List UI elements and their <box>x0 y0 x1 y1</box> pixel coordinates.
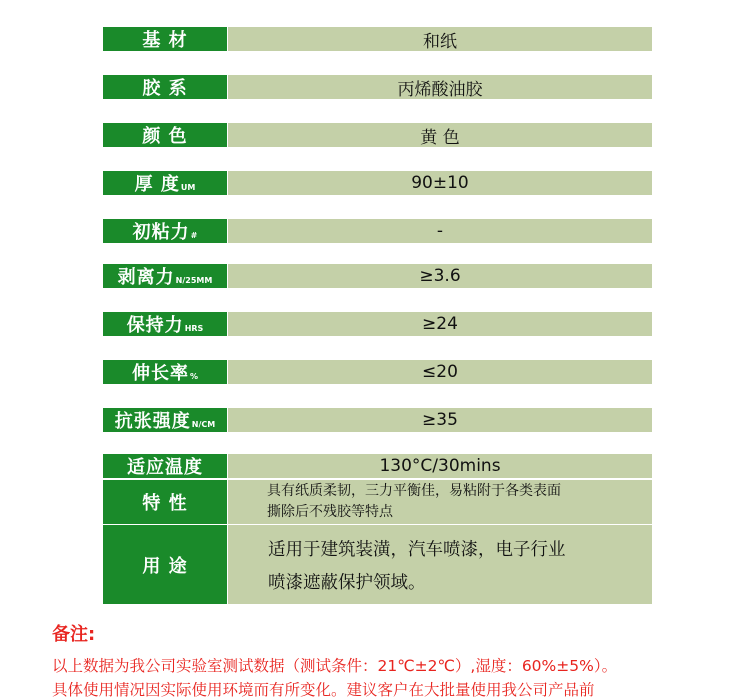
notes-line: 具体使用情况因实际使用环境而有所变化。建议客户在大批量使用我公司产品前 <box>52 681 595 699</box>
spec-value: - <box>228 219 652 243</box>
spec-label: 基 材 <box>103 27 227 51</box>
spec-unit: % <box>189 371 198 381</box>
spec-row-peel <box>103 264 652 288</box>
spec-unit: UM <box>180 182 196 192</box>
spec-label: 保持力 HRS <box>103 312 227 336</box>
notes-line: 以上数据为我公司实验室测试数据（测试条件：21℃±2℃）,湿度：60%±5%）。 <box>52 657 618 675</box>
spec-value: 和纸 <box>228 27 652 51</box>
usage-line: 喷漆遮蔽保护领域。 <box>268 573 426 593</box>
spec-row-usage <box>103 525 652 604</box>
spec-row-features <box>103 480 652 524</box>
spec-label: 适应温度 <box>103 454 227 478</box>
spec-label: 厚 度 UM <box>103 171 227 195</box>
spec-row-holding <box>103 312 652 336</box>
spec-row-elongation <box>103 360 652 384</box>
spec-value: 130°C/30mins <box>228 454 652 478</box>
spec-row-adhesive <box>103 75 652 99</box>
spec-row-thickness <box>103 171 652 195</box>
spec-value: 黄 色 <box>228 123 652 147</box>
spec-value: ≤20 <box>228 360 652 384</box>
spec-label: 颜 色 <box>103 123 227 147</box>
spec-label: 特 性 <box>103 480 227 524</box>
spec-value: 丙烯酸油胶 <box>228 75 652 99</box>
spec-unit: # <box>190 230 198 240</box>
spec-row-temperature <box>103 454 652 478</box>
spec-label: 抗张强度 N/CM <box>103 408 227 432</box>
spec-value: 90±10 <box>228 171 652 195</box>
spec-unit: HRS <box>184 323 204 333</box>
spec-row-color <box>103 123 652 147</box>
spec-value: ≥35 <box>228 408 652 432</box>
feature-line: 撕除后不残胶等特点 <box>267 504 393 520</box>
spec-label: 伸长率 % <box>103 360 227 384</box>
spec-value: ≥24 <box>228 312 652 336</box>
spec-label: 用 途 <box>103 525 227 604</box>
usage-line: 适用于建筑装潢，汽车喷漆，电子行业 <box>268 540 566 560</box>
feature-line: 具有纸质柔韧，三力平衡佳，易粘附于各类表面 <box>267 483 561 499</box>
spec-value: ≥3.6 <box>228 264 652 288</box>
spec-label: 剥离力 N/25MM <box>103 264 227 288</box>
spec-row-substrate <box>103 27 652 51</box>
spec-row-initial-tack <box>103 219 652 243</box>
feature-text <box>228 480 652 524</box>
spec-label: 胶 系 <box>103 75 227 99</box>
usage-text <box>228 525 652 604</box>
spec-label: 初粘力 # <box>103 219 227 243</box>
spec-row-tensile <box>103 408 652 432</box>
spec-unit: N/25MM <box>175 275 213 285</box>
notes-title: 备注: <box>52 624 96 645</box>
spec-unit: N/CM <box>191 419 216 429</box>
